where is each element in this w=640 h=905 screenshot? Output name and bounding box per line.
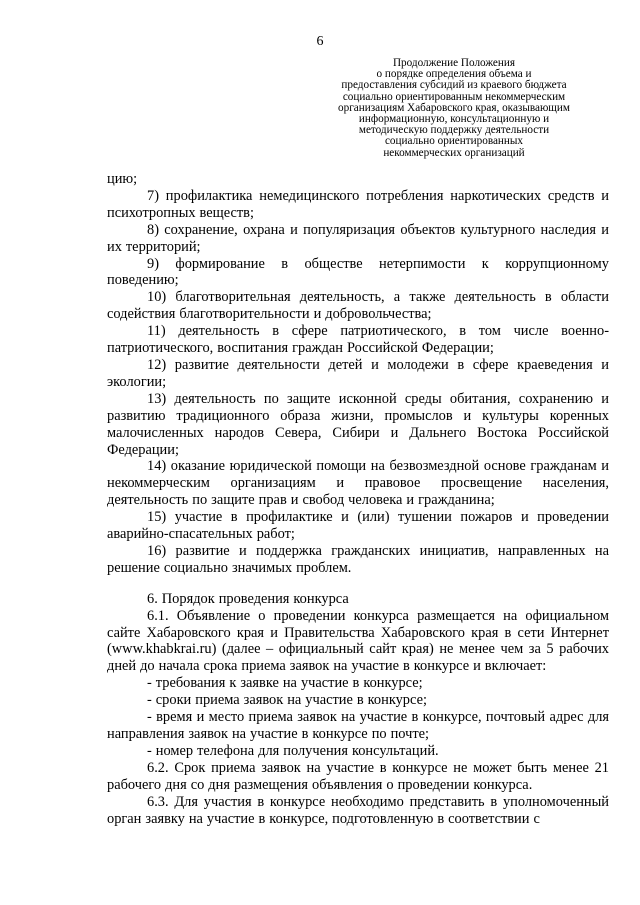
- list-item-11: 11) деятельность в сфере патриотического, в том числе военно-патриотического, воспитания граждан Российской Федерации;: [107, 323, 609, 357]
- header-line: предоставления субсидий из краевого бюджета: [341, 79, 567, 92]
- section-spacer: [107, 577, 609, 591]
- list-item-13: 13) деятельность по защите исконной среды обитания, сохранению и развитию традиционного образа жизни, промыслов и культуры коренных малочисленных народов Севера, Сибири и Дальнего Востока Российской Федерации;: [107, 390, 609, 458]
- paragraph-continuation: цию;: [107, 171, 138, 187]
- list-item-16: 16) развитие и поддержка гражданских инициатив, направленных на решение социально значимых проблем.: [107, 542, 609, 576]
- appendix-header: [320, 58, 588, 159]
- list-item-8: 8) сохранение, охрана и популяризация объектов культурного наследия и их территорий;: [107, 221, 609, 255]
- clause-6-1: 6.1. Объявление о проведении конкурса размещается на официальном сайте Хабаровского края и Правительства Хабаровского края в сети Интернет (www.khabkrai.ru) (далее – официальный сайт края) не менее чем за 5 рабочих дней до начала срока приема заявок на участие в конкурсе и включает:: [107, 607, 609, 675]
- list-item-9: 9) формирование в обществе нетерпимости к коррупционному поведению;: [107, 255, 609, 289]
- header-line: социально ориентированным некоммерческим: [342, 90, 566, 103]
- list-item-10: 10) благотворительная деятельность, а также деятельность в области содействия благотворительности и добровольчества;: [107, 289, 609, 323]
- bullet-time-place: - время и место приема заявок на участие в конкурсе, почтовый адрес для направления заявок на участие в конкурсе по почте;: [107, 709, 609, 742]
- page-number: 6: [316, 34, 324, 49]
- list-item-14: 14) оказание юридической помощи на безвозмездной основе гражданам и некоммерческим организациям и правовое просвещение населения, деятельность по защите прав и свобод человека и гражданина;: [107, 458, 609, 509]
- list-item-12: 12) развитие деятельности детей и молодежи в сфере краеведения и экологии;: [107, 356, 609, 390]
- bullet-phone: - номер телефона для получения консультаций.: [147, 742, 439, 759]
- list-item-15: 15) участие в профилактике и (или) тушении пожаров и проведении аварийно-спасательных работ;: [107, 509, 609, 543]
- list-item-7: 7) профилактика немедицинского потребления наркотических средств и психотропных веществ;: [107, 187, 609, 221]
- clause-6-3: 6.3. Для участия в конкурсе необходимо представить в уполномоченный орган заявку на участие в конкурсе, подготовленную в соответствии с: [107, 793, 609, 827]
- bullet-deadlines: - сроки приема заявок на участие в конкурсе;: [147, 692, 427, 709]
- header-line: некоммерческих организаций: [383, 146, 525, 159]
- header-line: о порядке определения объема и: [376, 68, 532, 81]
- header-line: организациям Хабаровского края, оказывающим: [338, 101, 570, 114]
- document-body: [107, 171, 609, 827]
- header-line: методическую поддержку деятельности: [358, 124, 550, 137]
- header-line: Продолжение Положения: [392, 57, 516, 69]
- header-line: информационную, консультационную и: [358, 113, 550, 126]
- section-heading-6: 6. Порядок проведения конкурса: [147, 590, 349, 607]
- bullet-requirements: - требования к заявке на участие в конкурсе;: [147, 675, 423, 692]
- header-line: социально ориентированных: [384, 135, 524, 148]
- clause-6-2: 6.2. Срок приема заявок на участие в конкурсе не может быть менее 21 рабочего дня со дня размещения объявления о проведении конкурса.: [107, 759, 609, 793]
